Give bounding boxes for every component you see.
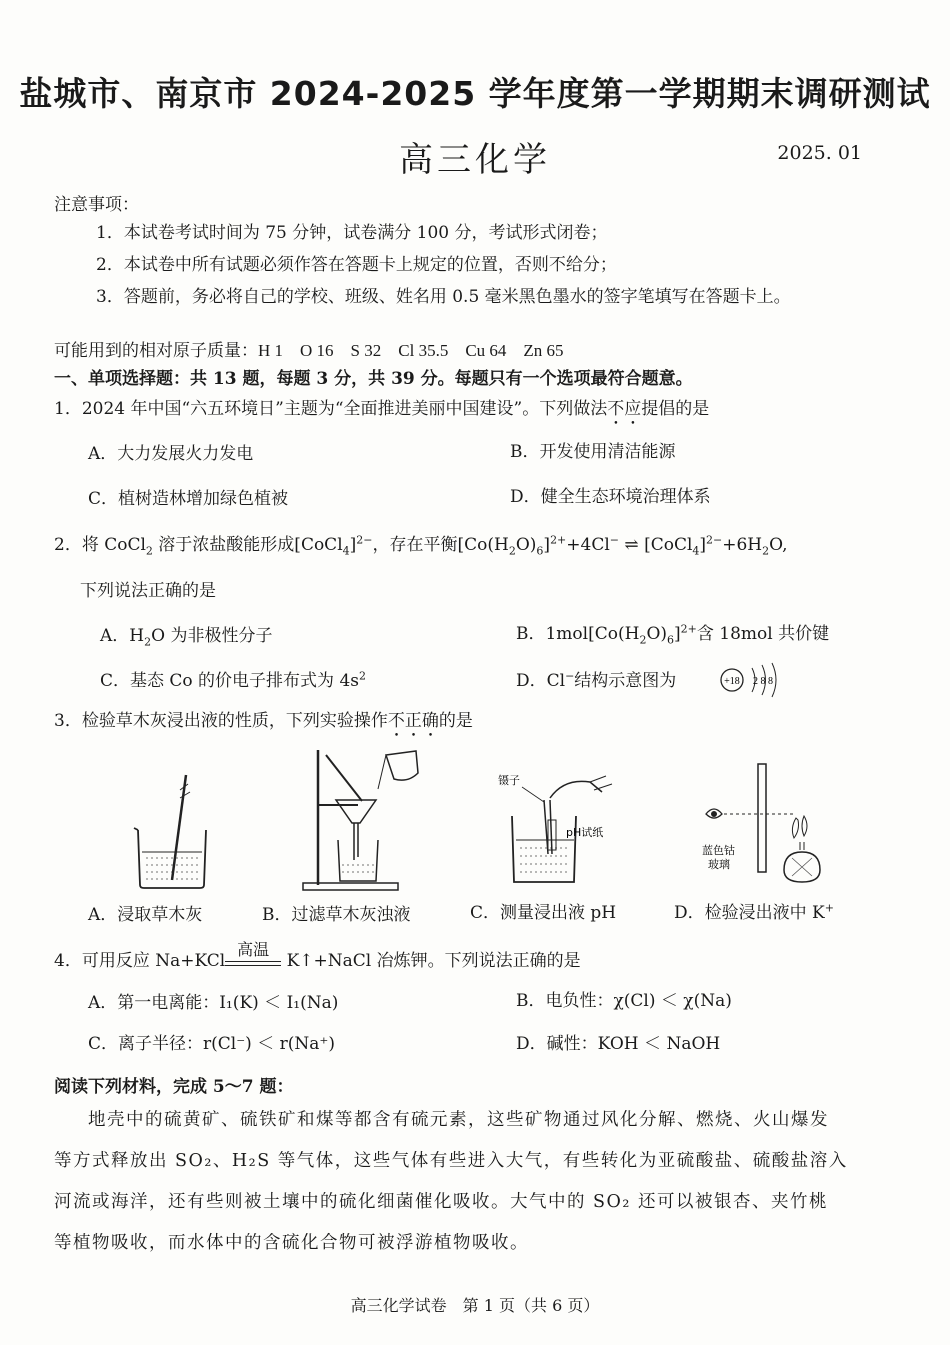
q2-sup: − bbox=[565, 669, 575, 683]
q2-sup: 2+ bbox=[550, 533, 567, 547]
q2-stem-h: ⇌ [CoCl bbox=[619, 535, 693, 555]
notice-heading: 注意事项： bbox=[54, 195, 139, 215]
q2-b-a: B．1mol[Co(H bbox=[516, 624, 640, 644]
q1-option-c: C．植树造林增加绿色植被 bbox=[88, 489, 289, 509]
label-ph-paper: pH试纸 bbox=[566, 826, 604, 839]
question-4-stem bbox=[54, 940, 581, 971]
q2-stem-i: ] bbox=[699, 535, 707, 555]
q2-stem-e: O) bbox=[515, 535, 537, 555]
notice-item-3: 3．答题前，务必将自己的学校、班级、姓名用 0.5 毫米黑色墨水的签字笔填写在答题卡上。 bbox=[96, 287, 791, 307]
q2-a-b: O 为非极性分子 bbox=[151, 626, 273, 646]
q1-option-b: B．开发使用清洁能源 bbox=[510, 442, 676, 462]
q4-reaction-arrow bbox=[225, 940, 281, 966]
figure-d-flame-test bbox=[700, 758, 830, 893]
label-tweezers: 镊子 bbox=[498, 774, 520, 787]
question-2-stem bbox=[54, 530, 788, 557]
figure-b-filtration bbox=[298, 745, 428, 895]
q3-d: D．检验浸出液中 K bbox=[674, 903, 825, 923]
q2-sub: 2 bbox=[639, 633, 647, 647]
q2-sub: 2 bbox=[145, 544, 153, 558]
atomic-masses bbox=[54, 336, 564, 361]
q4-option-c: C．离子半径：r(Cl⁻) ＜ r(Na⁺) bbox=[88, 1034, 335, 1054]
exam-title: 盐城市、南京市 2024-2025 学年度第一学期期末调研测试 bbox=[19, 74, 931, 113]
q2-stem-j: +6H bbox=[722, 535, 763, 555]
q3-stem-b: 的是 bbox=[438, 711, 473, 731]
q4-option-d: D．碱性：KOH ＜ NaOH bbox=[516, 1034, 721, 1054]
q2-sub: 6 bbox=[536, 544, 544, 558]
nucleus-charge: +18 bbox=[724, 676, 740, 687]
atomic-masses-label: 可能用到的相对原子质量： bbox=[54, 341, 258, 361]
q2-sub: 6 bbox=[667, 633, 675, 647]
q2-option-b bbox=[516, 619, 829, 646]
q2-sup: − bbox=[609, 533, 620, 547]
section-1-heading: 一、单项选择题：共 13 题，每题 3 分，共 39 分。每题只有一个选项最符合题意。 bbox=[54, 369, 693, 389]
reading-heading: 阅读下列材料，完成 5～7 题： bbox=[54, 1077, 294, 1097]
subject-title: 高三化学 bbox=[399, 140, 551, 180]
q4-option-b: B．电负性：χ(Cl) ＜ χ(Na) bbox=[516, 991, 732, 1011]
label-cobalt-glass-1: 蓝色钴 bbox=[702, 844, 735, 857]
q2-b-c: ] bbox=[674, 624, 681, 644]
q2-c: C．基态 Co 的价电子排布式为 4s bbox=[100, 671, 360, 691]
chloride-ion-structure-diagram bbox=[718, 660, 790, 704]
q1-stem-b: 提倡的是 bbox=[641, 399, 710, 419]
page-footer: 高三化学试卷 第 1 页（共 6 页） bbox=[350, 1296, 600, 1315]
figure-a-beaker bbox=[128, 770, 218, 890]
q2-stem-d: ，存在平衡[Co(H bbox=[372, 535, 509, 555]
q2-stem-c: ] bbox=[349, 535, 357, 555]
q1-stem-emphasis: 不应 bbox=[607, 399, 642, 419]
q1-option-a: A．大力发展火力发电 bbox=[88, 444, 254, 464]
q2-sup: 2 bbox=[359, 669, 367, 683]
q2-b-b: O) bbox=[646, 624, 668, 644]
q3-option-c: C．测量浸出液 pH bbox=[470, 903, 617, 923]
q2-sub: 2 bbox=[508, 544, 516, 558]
question-1-stem bbox=[54, 394, 709, 429]
label-cobalt-glass-2: 玻璃 bbox=[708, 858, 730, 871]
q3-d-sup: + bbox=[824, 901, 834, 915]
q2-sup: 2− bbox=[706, 533, 723, 547]
q1-stem-a: 1．2024 年中国“六五环境日”主题为“全面推进美丽中国建设”。下列做法 bbox=[54, 399, 608, 419]
figure-c-ph-test bbox=[494, 770, 654, 890]
exam-date: 2025. 01 bbox=[777, 142, 862, 164]
q3-option-a: A．浸取草木灰 bbox=[88, 905, 203, 925]
q2-sub: 4 bbox=[342, 544, 350, 558]
q2-sub: 2 bbox=[144, 635, 152, 649]
q2-option-a bbox=[100, 621, 272, 648]
q2-stem-f: ] bbox=[543, 535, 551, 555]
q2-stem-g: +4Cl bbox=[566, 535, 610, 555]
reading-line-1: 地壳中的硫黄矿、硫铁矿和煤等都含有硫元素，这些矿物通过风化分解、燃烧、火山爆发 bbox=[88, 1110, 829, 1130]
q2-stem-line2: 下列说法正确的是 bbox=[80, 581, 216, 601]
notice-item-2: 2．本试卷中所有试题必须作答在答题卡上规定的位置，否则不给分； bbox=[96, 255, 617, 275]
q3-stem-emphasis: 不正确 bbox=[387, 711, 439, 731]
q1-option-d: D．健全生态环境治理体系 bbox=[510, 487, 711, 507]
q2-stem-b: 溶于浓盐酸能形成[CoCl bbox=[152, 535, 343, 555]
q2-sup: 2− bbox=[356, 533, 373, 547]
q2-option-c bbox=[100, 666, 366, 691]
q4-stem-b: K↑+NaCl 冶炼钾。下列说法正确的是 bbox=[281, 951, 581, 971]
q4-option-a: A．第一电离能：I₁(K) ＜ I₁(Na) bbox=[88, 993, 339, 1013]
q2-d-b: 结构示意图为 bbox=[574, 671, 677, 691]
notice-item-1: 1．本试卷考试时间为 75 分钟，试卷满分 100 分，考试形式闭卷； bbox=[96, 223, 608, 243]
q2-sub: 4 bbox=[692, 544, 700, 558]
reading-line-3: 河流或海洋，还有些则被土壤中的硫化细菌催化吸收。大气中的 SO₂ 还可以被银杏、夹竹桃 bbox=[54, 1192, 828, 1212]
electron-shells: 2 8 8 bbox=[753, 676, 773, 687]
atomic-masses-values: H 1 O 16 S 32 Cl 35.5 Cu 64 Zn 65 bbox=[258, 341, 564, 360]
q2-b-d: 含 18mol 共价键 bbox=[696, 624, 830, 644]
q4-condition: 高温 bbox=[237, 940, 270, 959]
q3-option-d bbox=[674, 898, 834, 923]
q2-a-a: A．H bbox=[100, 626, 145, 646]
q2-sub: 2 bbox=[762, 544, 770, 558]
q2-stem-a: 2．将 CoCl bbox=[54, 535, 146, 555]
q2-d: D．Cl bbox=[516, 671, 566, 691]
question-3-stem bbox=[54, 706, 473, 741]
reading-line-4: 等植物吸收，而水体中的含硫化合物可被浮游植物吸收。 bbox=[54, 1233, 529, 1253]
reading-passage bbox=[54, 1100, 900, 1264]
q2-sup: 2+ bbox=[680, 622, 697, 636]
q3-stem-a: 3．检验草木灰浸出液的性质，下列实验操作 bbox=[54, 711, 388, 731]
q3-option-b: B．过滤草木灰浊液 bbox=[262, 905, 411, 925]
q2-stem-k: O, bbox=[769, 535, 788, 555]
q2-option-d bbox=[516, 666, 676, 691]
reading-line-2: 等方式释放出 SO₂、H₂S 等气体，这些气体有些进入大气，有些转化为亚硫酸盐、硫酸盐溶入 bbox=[54, 1151, 848, 1171]
q4-stem-a: 4．可用反应 Na+KCl bbox=[54, 951, 226, 971]
